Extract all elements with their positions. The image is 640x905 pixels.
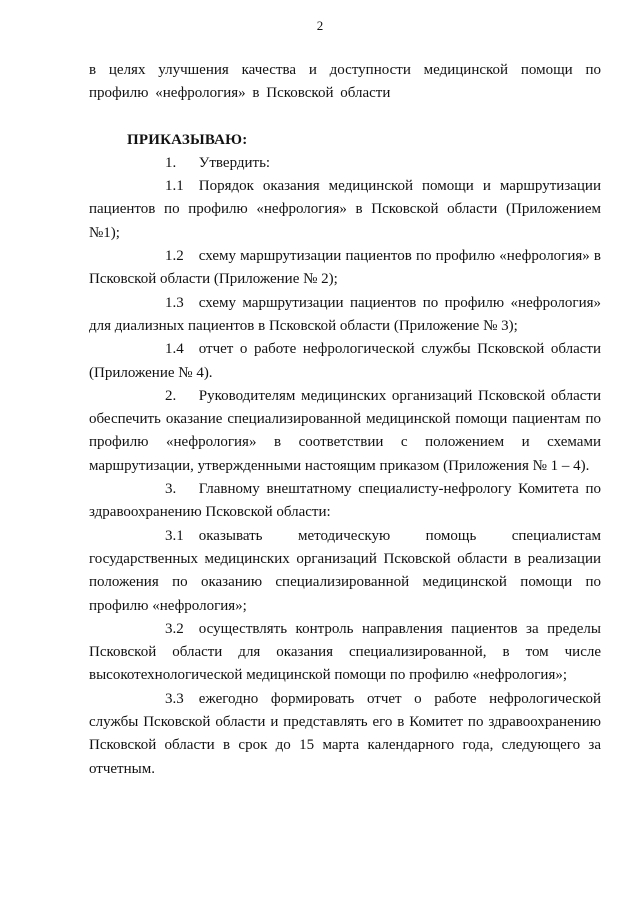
clause-text: осуществлять контроль направления пациентов за пределы Псковской области для оказания специализированной, в том числе высокотехнологической медицинской помощи по профилю «нефрология»; — [89, 620, 601, 684]
clause-3-1 — [89, 525, 601, 618]
clause-1-1 — [89, 175, 601, 245]
clause-2 — [89, 385, 601, 478]
clause-text: ежегодно формировать отчет о работе нефрологической службы Псковской области и представлять его в Комитет по здравоохранению Псковской области в срок до 15 марта календарного года, следующего за отчетным. — [89, 690, 601, 777]
clause-text: схему маршрутизации пациентов по профилю «нефрология» в Псковской области (Приложение № 2); — [89, 248, 601, 288]
clause-number: 3.2 — [165, 620, 184, 637]
clause-number: 2. — [165, 387, 177, 404]
clause-text: Главному внештатному специалисту-нефрологу Комитета по здравоохранению Псковской области: — [89, 481, 601, 521]
clause-number: 3.3 — [165, 690, 184, 707]
clause-1-3 — [89, 292, 601, 339]
clause-text: схему маршрутизации пациентов по профилю «нефрология» для диализных пациентов в Псковской области (Приложение № 3); — [89, 294, 601, 334]
clause-1 — [89, 152, 601, 175]
clause-number: 3.1 — [165, 527, 184, 544]
clause-text: Утвердить: — [198, 154, 271, 171]
clause-number: 1.2 — [165, 248, 184, 265]
page-number: 2 — [316, 18, 324, 33]
clause-number: 1.3 — [165, 294, 184, 311]
clause-3-3 — [89, 688, 601, 781]
clause-number: 3. — [165, 481, 177, 498]
clause-text: Руководителям медицинских организаций Псковской области обеспечить оказание специализированной медицинской помощи пациентам по профилю «нефрология» в соответствии с положением и схемами маршрутизации, утвержденными настоящим приказом (Приложения № 1 – 4). — [89, 387, 601, 474]
clause-1-2 — [89, 245, 601, 292]
intro-paragraph: в целях улучшения качества и доступности медицинской помощи по профилю «нефрология» в Псковской области — [89, 62, 601, 102]
clause-number: 1. — [165, 154, 177, 171]
clause-3-2 — [89, 618, 601, 688]
clause-number: 1.1 — [165, 178, 184, 195]
clause-number: 1.4 — [165, 341, 184, 358]
clause-1-4 — [89, 338, 601, 385]
document-body — [89, 59, 601, 781]
clause-text: отчет о работе нефрологической службы Псковской области (Приложение № 4). — [89, 341, 601, 381]
clause-text: Порядок оказания медицинской помощи и маршрутизации пациентов по профилю «нефрология» в Псковской области (Приложением №1); — [89, 178, 601, 241]
order-heading: ПРИКАЗЫВАЮ: — [127, 131, 248, 148]
clause-text: оказывать методическую помощь специалистам государственных медицинских организаций Псковской области в реализации положения по оказанию специализированной медицинской помощи по профилю «нефрология»; — [89, 527, 601, 614]
clause-3 — [89, 478, 601, 525]
